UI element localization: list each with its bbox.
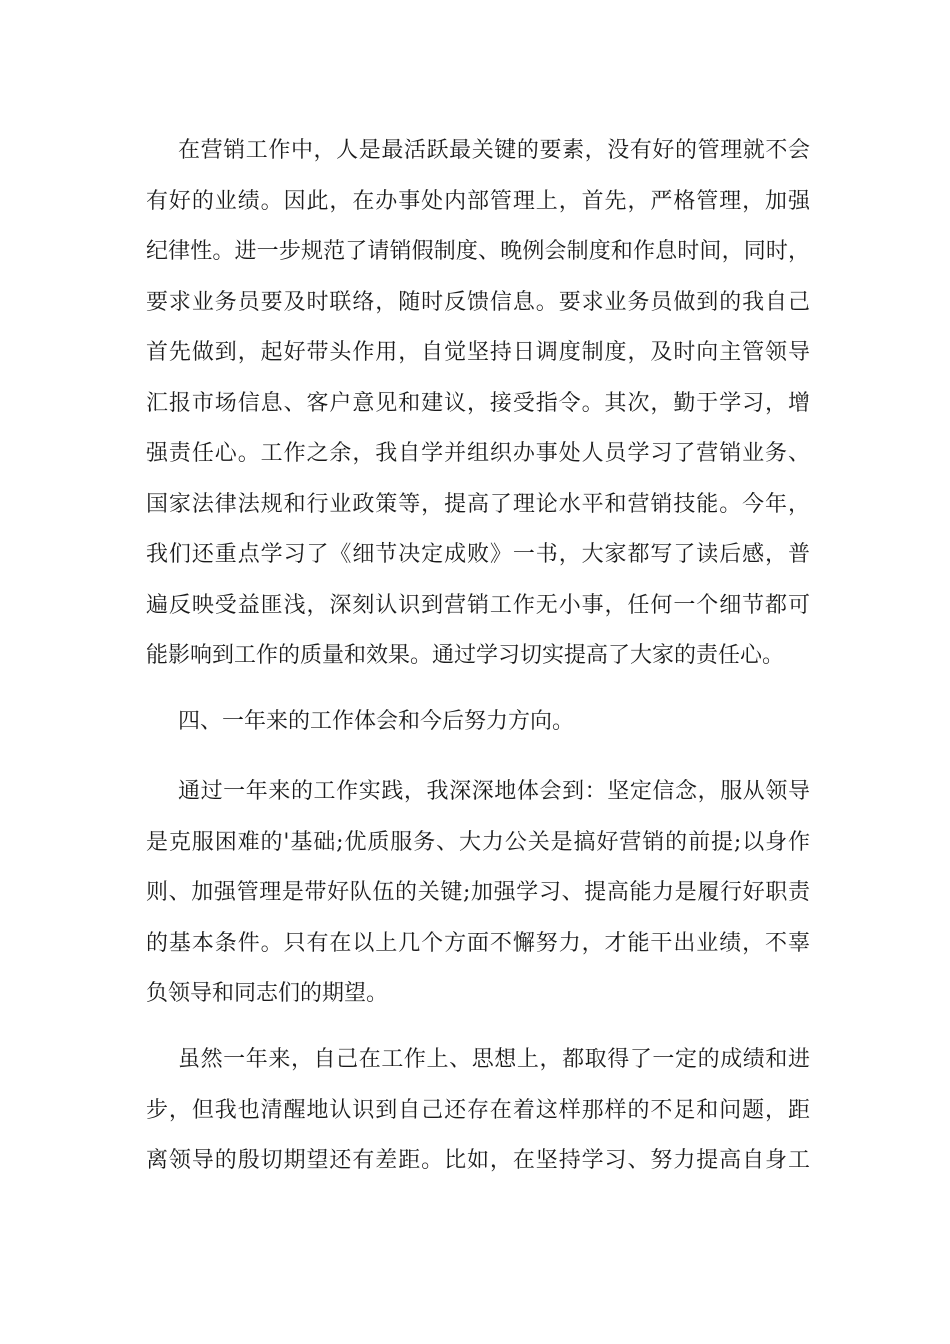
text-line: 则、加强管理是带好队伍的关键;加强学习、提高能力是履行好职责: [146, 880, 810, 905]
text-line: 国家法律法规和行业政策等，提高了理论水平和营销技能。今年，: [146, 491, 810, 517]
text-line: 要求业务员要及时联络，随时反馈信息。要求业务员做到的我自己: [146, 289, 810, 315]
text-line: 遍反映受益匪浅，深刻认识到营销工作无小事，任何一个细节都可: [146, 592, 810, 618]
text-line: 通过一年来的工作实践，我深深地体会到：坚定信念，服从领导: [178, 779, 810, 804]
text-line: 首先做到，起好带头作用，自觉坚持日调度制度，及时向主管领导: [146, 340, 810, 365]
text-line: 有好的业绩。因此，在办事处内部管理上，首先，严格管理，加强: [146, 188, 810, 214]
section-heading: [146, 697, 810, 748]
paragraph-shortcomings: [146, 1035, 810, 1187]
text-line: 强责任心。工作之余，我自学并组织办事处人员学习了营销业务、: [146, 441, 810, 466]
text-line: 在营销工作中，人是最活跃最关键的要素，没有好的管理就不会: [178, 138, 810, 163]
paragraph-experience: [146, 767, 810, 1020]
text-line: 的基本条件。只有在以上几个方面不懈努力，才能干出业绩，不辜: [146, 930, 810, 956]
text-line: 能影响到工作的质量和效果。通过学习切实提高了大家的责任心。: [146, 643, 785, 668]
text-line: 离领导的殷切期望还有差距。比如，在坚持学习、努力提高自身工: [146, 1148, 810, 1173]
text-line: 负领导和同志们的期望。: [146, 981, 389, 1006]
paragraph-management: [146, 126, 810, 682]
text-line: 是克服困难的'基础;优质服务、大力公关是搞好营销的前提;以身作: [146, 829, 810, 855]
text-line: 虽然一年来，自己在工作上、思想上，都取得了一定的成绩和进: [178, 1047, 810, 1072]
text-line: 汇报市场信息、客户意见和建议，接受指令。其次，勤于学习，增: [146, 390, 810, 416]
heading-line: 四、一年来的工作体会和今后努力方向。: [178, 709, 575, 734]
text-line: 我们还重点学习了《细节决定成败》一书，大家都写了读后感，普: [146, 542, 810, 567]
text-line: 步，但我也清醒地认识到自己还存在着这样那样的不足和问题，距: [146, 1097, 810, 1123]
text-line: 纪律性。进一步规范了请销假制度、晚例会制度和作息时间，同时，: [146, 239, 810, 264]
